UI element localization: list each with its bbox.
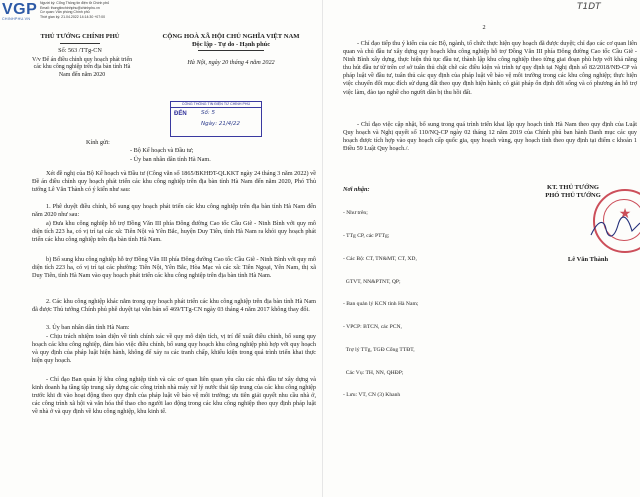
signature-time: Thời gian ký: 21.04.2022 14:14:30 +07:00 <box>40 14 106 19</box>
signature-org: Cơ quan: Văn phòng Chính phủ <box>40 10 90 15</box>
received-stamp-number: Số: 5 <box>201 110 215 116</box>
national-motto: Độc lập - Tự do - Hạnh phúc <box>191 41 271 48</box>
received-stamp-date: Ngày: 21/4/22 <box>201 121 241 127</box>
handwritten-signature <box>588 215 640 243</box>
noi-nhan-item: Các Vụ: TH, NN, QHĐP; <box>343 369 404 376</box>
sign-role-1: KT. THỦ TƯỚNG <box>547 184 599 191</box>
kinh-gui-label: Kính gửi: <box>86 139 110 146</box>
noi-nhan-item: - Các Bộ: CT, TN&MT, CT, XD, <box>343 255 417 262</box>
noi-nhan-item: - Như trên; <box>343 210 368 217</box>
seal-star-icon: ★ <box>618 207 632 222</box>
paragraph-3: 3. Ủy ban nhân dân tỉnh Hà Nam: <box>46 324 130 331</box>
page-number: 2 <box>482 24 486 31</box>
paragraph-b1: - Chỉ đạo tiếp thu ý kiến của các Bộ, ngành, tổ chức thực hiện quy hoạch đã được duyệt; chỉ đạo các cơ quan liên quan và chủ đầu tư xây dựng quy hoạch khu công nghiệp hỗ trợ Đồng Văn III phía Đông đường Cao tốc Cầu Giẽ - Ninh Bình xây dựng, thực hiện thủ tục đầu tư, thành lập khu công nghiệp theo từng giai đoạn phù hợp với khả năng thu hút đầu tư từ trên cơ sở tuân thủ chặt chẽ các điều kiện và trình tự quy định tại Nghị định số 82/2018/NĐ-CP và pháp luật về đầu tư, tuân thủ các quy định của pháp luật về bảo vệ môi trường trong các khu công nghiệp; thực hiện việc chuyển đổi mục đích sử dụng đất theo quy định hiện hành; có giải pháp ổn định đời sống và có phương án hỗ trợ việc làm, đào tạo nghề cho người dân bị thu hồi đất. <box>343 40 637 96</box>
signature-signer: Người ký: Cổng Thông tin điện tử Chính phủ <box>40 1 110 5</box>
place-date: Hà Nội, ngày 20 tháng 4 năm 2022 <box>187 59 275 66</box>
paragraph-3a: - Chịu trách nhiệm toàn diện về tính chính xác về quy mô diện tích, vị trí để xuất điều chỉnh, bổ sung quy hoạch các khu công nghiệp, đảm bảo việc điều chỉnh, bổ sung quy hoạch khu công nghiệp phù hợp với quy hoạch và quy định của pháp luật hiện hành, không để xảy ra các tranh chấp, khiếu kiện trong quá trình triển khai thực hiện quy hoạch. <box>32 333 316 365</box>
vgp-logo: VGP <box>2 1 38 18</box>
recipient-2: - Ủy ban nhân dân tỉnh Hà Nam. <box>130 156 211 163</box>
digital-signature-info <box>40 1 190 19</box>
noi-nhan-item: - VPCP: BTCN, các PCN, <box>343 324 402 331</box>
document-subject: V/v Để án điều chỉnh quy hoạch phát triển các khu công nghiệp trên địa bàn tỉnh Hà Nam đến năm 2020 <box>31 57 133 78</box>
noi-nhan-item: GTVT, NN&PTNT, QP; <box>343 278 401 285</box>
paragraph-1a: a) Đưa khu công nghiệp hỗ trợ Đồng Văn III phía Đông đường Cao tốc Cầu Giẽ - Ninh Bình với quy mô diện tích 223 ha, có vị trí tại các xã: Tiên Nội và Yên Bắc, huyện Duy Tiên, tỉnh Hà Nam ra khỏi quy hoạch phát triển các khu công nghiệp trên địa bàn tỉnh Hà Nam. <box>32 220 316 244</box>
signature-email: Email: thongtinchinhphu@chinhphu.vn <box>40 5 100 10</box>
document-number: Số: 563 /TTg-CN <box>58 47 102 54</box>
paragraph-3b: - Chỉ đạo Ban quản lý khu công nghiệp tỉnh và các cơ quan liên quan yêu cầu các nhà đầu tư xây dựng và kinh doanh hạ tầng tập trung xây dựng các công trình nhà máy xử lý nước thải tập trung của các khu công nghiệp trước khi đi vào hoạt động theo quy định của pháp luật về bảo vệ môi trường; ưu tiên giải quyết nhu cầu nhà ở, các công trình xã hội và văn hóa thể thao cho người lao động trong các khu công nghiệp theo quy định pháp luật về nhà ở và quy định về khu công nghiệp, khu kinh tế. <box>32 376 316 416</box>
noi-nhan-item: Trợ lý TTg, TGĐ Cổng TTĐT, <box>343 346 415 353</box>
document-page-2 <box>322 0 640 497</box>
paragraph-2: 2. Các khu công nghiệp khác nằm trong quy hoạch phát triển các khu công nghiệp trên địa bàn tỉnh Hà Nam đã được Thủ tướng Chính phủ phê duyệt tại văn bản số 469/TTg-CN ngày 03 tháng 4 năm 2017 không thay đổi. <box>32 298 316 314</box>
received-stamp-org: CÔNG THÔNG TIN ĐIỆN TỬ CHÍNH PHỦ <box>171 102 261 108</box>
noi-nhan-item: - TTg CP, các PTTg; <box>343 232 390 239</box>
paragraph-b2: - Chỉ đạo việc cập nhật, bổ sung trong quá trình triển khai lập quy hoạch tỉnh Hà Nam theo quy định của Luật Quy hoạch và Nghị quyết số 110/NQ-CP ngày 02 tháng 12 năm 2019 của Chính phủ ban hành Danh mục các quy hoạch được tích hợp vào quy hoạch cấp quốc gia, quy hoạch vùng, quy hoạch tỉnh theo quy định tại điểm c khoản 1 Điều 59 Luật Quy hoạch./. <box>343 121 637 153</box>
noi-nhan-list <box>343 195 418 415</box>
issuer-underline <box>60 43 100 44</box>
signature-block <box>473 170 640 280</box>
national-title: CỘNG HOÀ XÃ HỘI CHỦ NGHĨA VIỆT NAM <box>162 33 300 40</box>
motto-underline <box>198 50 264 51</box>
recipient-1: - Bộ Kế hoạch và Đầu tư; <box>130 147 194 154</box>
noi-nhan-label: Nơi nhận: <box>343 186 370 193</box>
paragraph-1: 1. Phê duyệt điều chỉnh, bổ sung quy hoạch phát triển các khu công nghiệp trên địa bàn tỉnh Hà Nam đến năm 2020 như sau: <box>32 203 316 219</box>
received-stamp-den: ĐẾN <box>174 111 187 117</box>
issuer-name: THỦ TƯỚNG CHÍNH PHỦ <box>40 33 120 40</box>
sign-role-2: PHÓ THỦ TƯỚNG <box>545 192 601 199</box>
noi-nhan-item: - Ban quản lý KCN tỉnh Hà Nam; <box>343 301 419 308</box>
noi-nhan-item: - Lưu: VT, CN (3) Khanh <box>343 392 401 399</box>
received-stamp <box>170 101 262 137</box>
intro-paragraph: Xét đề nghị của Bộ Kế hoạch và Đầu tư (Công văn số 1865/BKHĐT-QLKKT ngày 24 tháng 3 năm 2022) về Đề án điều chỉnh quy hoạch phát triển các khu công nghiệp trên địa bàn tỉnh Hà Nam đến năm 2020, Phó Thủ tướng Lê Văn Thành có ý kiến như sau: <box>32 170 316 194</box>
corner-handwritten-note: T1DT <box>577 2 601 12</box>
paragraph-1b: b) Bổ sung khu công nghiệp hỗ trợ Đồng Văn III phía Đông đường Cao tốc Cầu Giẽ - Ninh Bình với quy mô diện tích 223 ha, có vị trí tại các phường: Tiên Nội, Yên Bắc, Hòa Mạc và các xã: Tiên Ngoại, Yên Nam, thị xã Duy Tiên, tỉnh Hà Nam vào quy hoạch phát triển các khu công nghiệp trên địa bàn tỉnh Hà Nam. <box>32 256 316 280</box>
vgp-logo-subtitle: CHINHPHU.VN <box>2 17 31 21</box>
signer-name: Lê Văn Thành <box>567 256 609 263</box>
